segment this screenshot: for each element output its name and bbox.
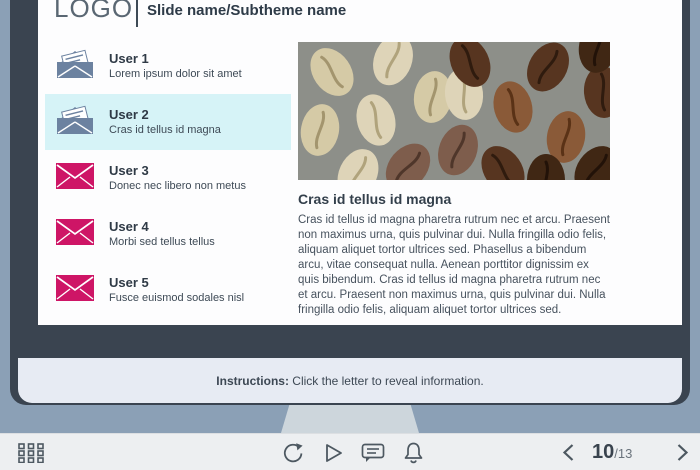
monitor-frame bbox=[10, 0, 690, 405]
user-desc: Morbi sed tellus tellus bbox=[109, 236, 215, 248]
closed-envelope-icon bbox=[55, 218, 95, 251]
user-desc: Donec nec libero non metus bbox=[109, 180, 246, 192]
content-panel bbox=[298, 42, 610, 318]
closed-envelope-icon bbox=[55, 274, 95, 307]
user-desc: Fusce euismod sodales nisl bbox=[109, 292, 245, 304]
slide-area bbox=[38, 0, 682, 325]
logo: LOGO bbox=[54, 0, 134, 23]
open-envelope-icon bbox=[55, 49, 95, 84]
user-desc: Lorem ipsum dolor sit amet bbox=[109, 68, 242, 80]
instructions-bar bbox=[18, 358, 682, 403]
user-name: User 5 bbox=[109, 275, 149, 290]
user-list bbox=[45, 38, 291, 318]
header-divider bbox=[136, 0, 138, 27]
play-icon[interactable] bbox=[322, 442, 344, 464]
next-slide-icon[interactable] bbox=[676, 443, 689, 462]
comments-icon[interactable] bbox=[361, 443, 385, 464]
closed-envelope-icon bbox=[55, 162, 95, 195]
user-name: User 1 bbox=[109, 51, 149, 66]
content-heading: Cras id tellus id magna bbox=[298, 191, 452, 207]
menu-grid-icon[interactable] bbox=[18, 443, 45, 463]
user-item-5[interactable] bbox=[45, 262, 291, 318]
instructions-label: Instructions: bbox=[216, 373, 289, 388]
user-item-1[interactable] bbox=[45, 38, 291, 94]
replay-icon[interactable] bbox=[281, 441, 305, 465]
user-desc: Cras id tellus id magna bbox=[109, 124, 221, 136]
monitor-stand bbox=[281, 405, 419, 433]
page-current: 10 bbox=[592, 441, 615, 463]
notifications-icon[interactable] bbox=[402, 441, 425, 465]
page-total: /13 bbox=[614, 446, 633, 461]
user-name: User 2 bbox=[109, 107, 149, 122]
user-name: User 4 bbox=[109, 219, 149, 234]
user-item-4[interactable] bbox=[45, 206, 291, 262]
page-counter bbox=[592, 441, 632, 464]
content-body: Cras id tellus id magna pharetra rutrum nec et arcu. Praesent non maximus urna, quis pulvinar dui. Nulla fringilla odio felis, aliquam aliquet tortor ultrices sed. Phasellus a bibendum arcu, vitae consequat nulla. Aenean porttitor dignissim ex quis bibendum. Cras id tellus id magna pharetra rutrum nec et arcu. Praesent non maximus urna, quis pulvinar dui. Nulla fringilla odio felis, aliquam aliquet tortor ultrices sed. bbox=[298, 214, 610, 316]
coffee-beans-image bbox=[298, 42, 610, 180]
player-bar bbox=[0, 433, 700, 470]
user-name: User 3 bbox=[109, 163, 149, 178]
open-envelope-icon bbox=[55, 105, 95, 140]
slide-title: Slide name/Subtheme name bbox=[147, 2, 347, 19]
user-item-3[interactable] bbox=[45, 150, 291, 206]
prev-slide-icon[interactable] bbox=[562, 443, 575, 462]
instructions-text: Click the letter to reveal information. bbox=[288, 373, 484, 388]
user-item-2-selected[interactable] bbox=[45, 94, 291, 150]
